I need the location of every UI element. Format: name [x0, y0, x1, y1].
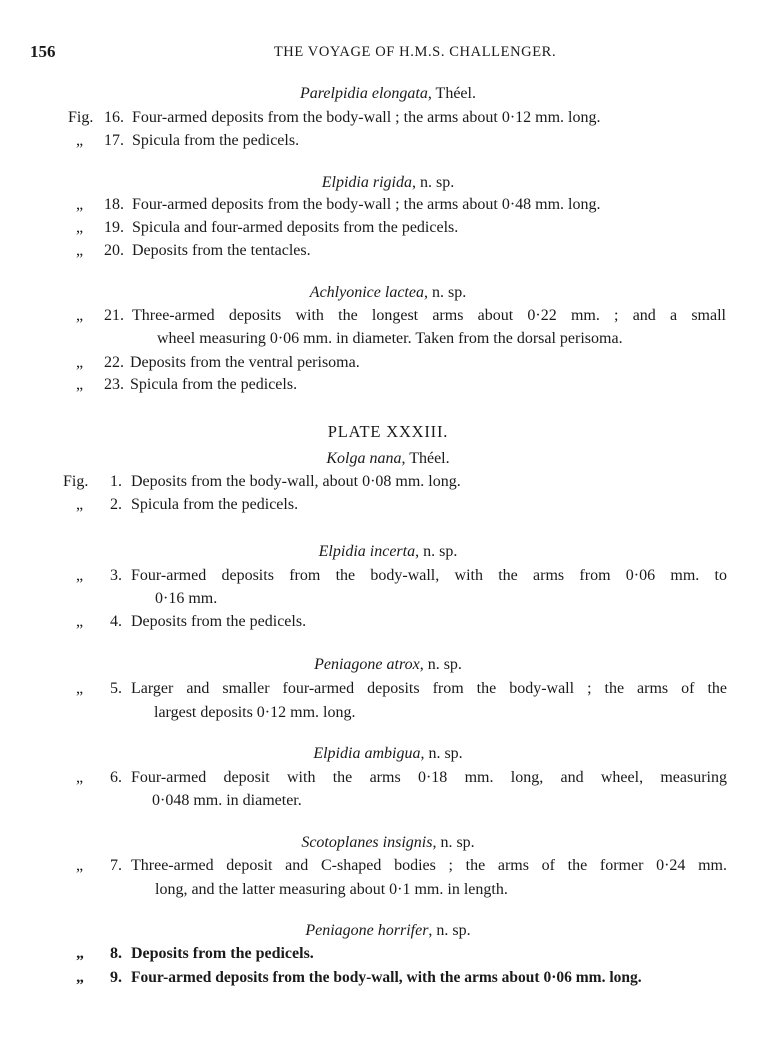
- entry-text: Deposits from the pedicels.: [131, 945, 314, 962]
- species-heading: [0, 172, 776, 194]
- species-suffix: , n. sp.: [432, 834, 475, 851]
- entry-text: Three-armed deposit and C-shaped bodies ; the arms of the former 0·24 mm.: [131, 857, 727, 874]
- species-name: Parelpidia elongata: [300, 85, 428, 102]
- entry-prefix: „: [76, 354, 84, 371]
- entry-prefix: „: [76, 613, 84, 630]
- entry-text: 0·16 mm.: [155, 590, 218, 607]
- species-suffix: , n. sp.: [423, 284, 467, 301]
- entry-text: Four-armed deposits from the body-wall, with the arms from 0·06 mm. to: [131, 567, 727, 584]
- entry-text: Four-armed deposits from the body-wall, with the arms about 0·06 mm. long.: [131, 969, 642, 986]
- entry-text: Larger and smaller four-armed deposits from the body-wall ; the arms of the: [131, 680, 727, 697]
- page-number: 156: [30, 42, 56, 61]
- species-suffix: , n. sp.: [428, 922, 471, 939]
- entry-number: 6.: [110, 769, 122, 786]
- species-suffix: , Théel.: [401, 450, 450, 467]
- species-name: Elpidia rigida: [321, 174, 412, 191]
- entry-number: 4.: [110, 613, 122, 630]
- species-name: Scotoplanes insignis: [301, 834, 433, 851]
- species-name: Kolga nana: [326, 450, 402, 467]
- entry-text: Deposits from the tentacles.: [132, 242, 311, 259]
- species-heading: [0, 654, 776, 676]
- entry-text: Deposits from the body-wall, about 0·08 mm. long.: [131, 473, 461, 490]
- species-suffix: , n. sp.: [412, 174, 455, 191]
- entry-text: largest deposits 0·12 mm. long.: [154, 704, 356, 721]
- plate-heading: PLATE XXXIII.: [327, 422, 449, 441]
- entry-prefix: „: [76, 769, 84, 786]
- entry-number: 3.: [110, 567, 122, 584]
- entry-prefix: „: [76, 567, 84, 584]
- species-name: Peniagone horrifer: [305, 922, 429, 939]
- species-name: Peniagone atrox: [314, 656, 420, 673]
- entry-number: 16.: [104, 109, 124, 126]
- entry-number: 2.: [110, 496, 122, 513]
- entry-number: 9.: [110, 969, 122, 986]
- species-suffix: , n. sp.: [415, 543, 458, 560]
- entry-prefix: „: [76, 132, 84, 149]
- entry-text: Deposits from the ventral perisoma.: [130, 354, 360, 371]
- entry-text: Spicula from the pedicels.: [131, 496, 299, 513]
- species-heading: [0, 282, 776, 304]
- species-suffix: , n. sp.: [419, 656, 462, 673]
- entry-number: 18.: [104, 196, 124, 213]
- entry-number: 23.: [104, 376, 124, 393]
- entry-number: 17.: [104, 132, 124, 149]
- entry-prefix: „: [76, 376, 84, 393]
- entry-text: Four-armed deposit with the arms 0·18 mm. long, and wheel, measuring: [131, 769, 727, 786]
- entry-prefix: „: [76, 242, 84, 259]
- entry-text: Spicula from the pedicels.: [130, 376, 298, 393]
- running-title: THE VOYAGE OF H.M.S. CHALLENGER.: [273, 44, 557, 60]
- entry-text: Spicula and four-armed deposits from the pedicels.: [132, 219, 459, 236]
- entry-text: Four-armed deposits from the body-wall ; the arms about 0·12 mm. long.: [132, 109, 601, 126]
- species-name: Achlyonice lactea: [309, 284, 424, 301]
- species-heading: [0, 541, 776, 563]
- entry-text: Three-armed deposits with the longest arms about 0·22 mm. ; and a small: [132, 307, 726, 324]
- entry-prefix: „: [76, 219, 84, 236]
- entry-number: 22.: [104, 354, 124, 371]
- entry-text: wheel measuring 0·06 mm. in diameter. Taken from the dorsal perisoma.: [157, 330, 623, 347]
- entry-number: 1.: [110, 473, 122, 490]
- entry-prefix: Fig.: [68, 109, 94, 126]
- species-heading: [0, 83, 776, 105]
- species-suffix: , n. sp.: [420, 745, 463, 762]
- species-heading: [0, 832, 776, 854]
- entry-text: Spicula from the pedicels.: [132, 132, 300, 149]
- entry-text: Four-armed deposits from the body-wall ; the arms about 0·48 mm. long.: [132, 196, 601, 213]
- entry-prefix: „: [76, 945, 84, 962]
- species-suffix: , Théel.: [427, 85, 476, 102]
- entry-text: 0·048 mm. in diameter.: [152, 792, 302, 809]
- entry-number: 20.: [104, 242, 124, 259]
- entry-prefix: Fig.: [63, 473, 89, 490]
- entry-prefix: „: [76, 496, 84, 513]
- species-heading: [0, 448, 776, 470]
- species-heading: [0, 920, 776, 942]
- entry-prefix: „: [76, 307, 84, 324]
- species-name: Elpidia incerta: [318, 543, 416, 560]
- entry-prefix: „: [76, 857, 84, 874]
- entry-prefix: „: [76, 969, 84, 986]
- entry-text: long, and the latter measuring about 0·1 mm. in length.: [155, 881, 508, 898]
- species-heading: [0, 743, 776, 765]
- entry-number: 7.: [110, 857, 122, 874]
- entry-text: Deposits from the pedicels.: [131, 613, 307, 630]
- species-name: Elpidia ambigua: [313, 745, 421, 762]
- entry-number: 8.: [110, 945, 122, 962]
- entry-prefix: „: [76, 196, 84, 213]
- page-header: [30, 42, 750, 66]
- entry-number: 19.: [104, 219, 124, 236]
- entry-number: 21.: [104, 307, 124, 324]
- entry-number: 5.: [110, 680, 122, 697]
- entry-prefix: „: [76, 680, 84, 697]
